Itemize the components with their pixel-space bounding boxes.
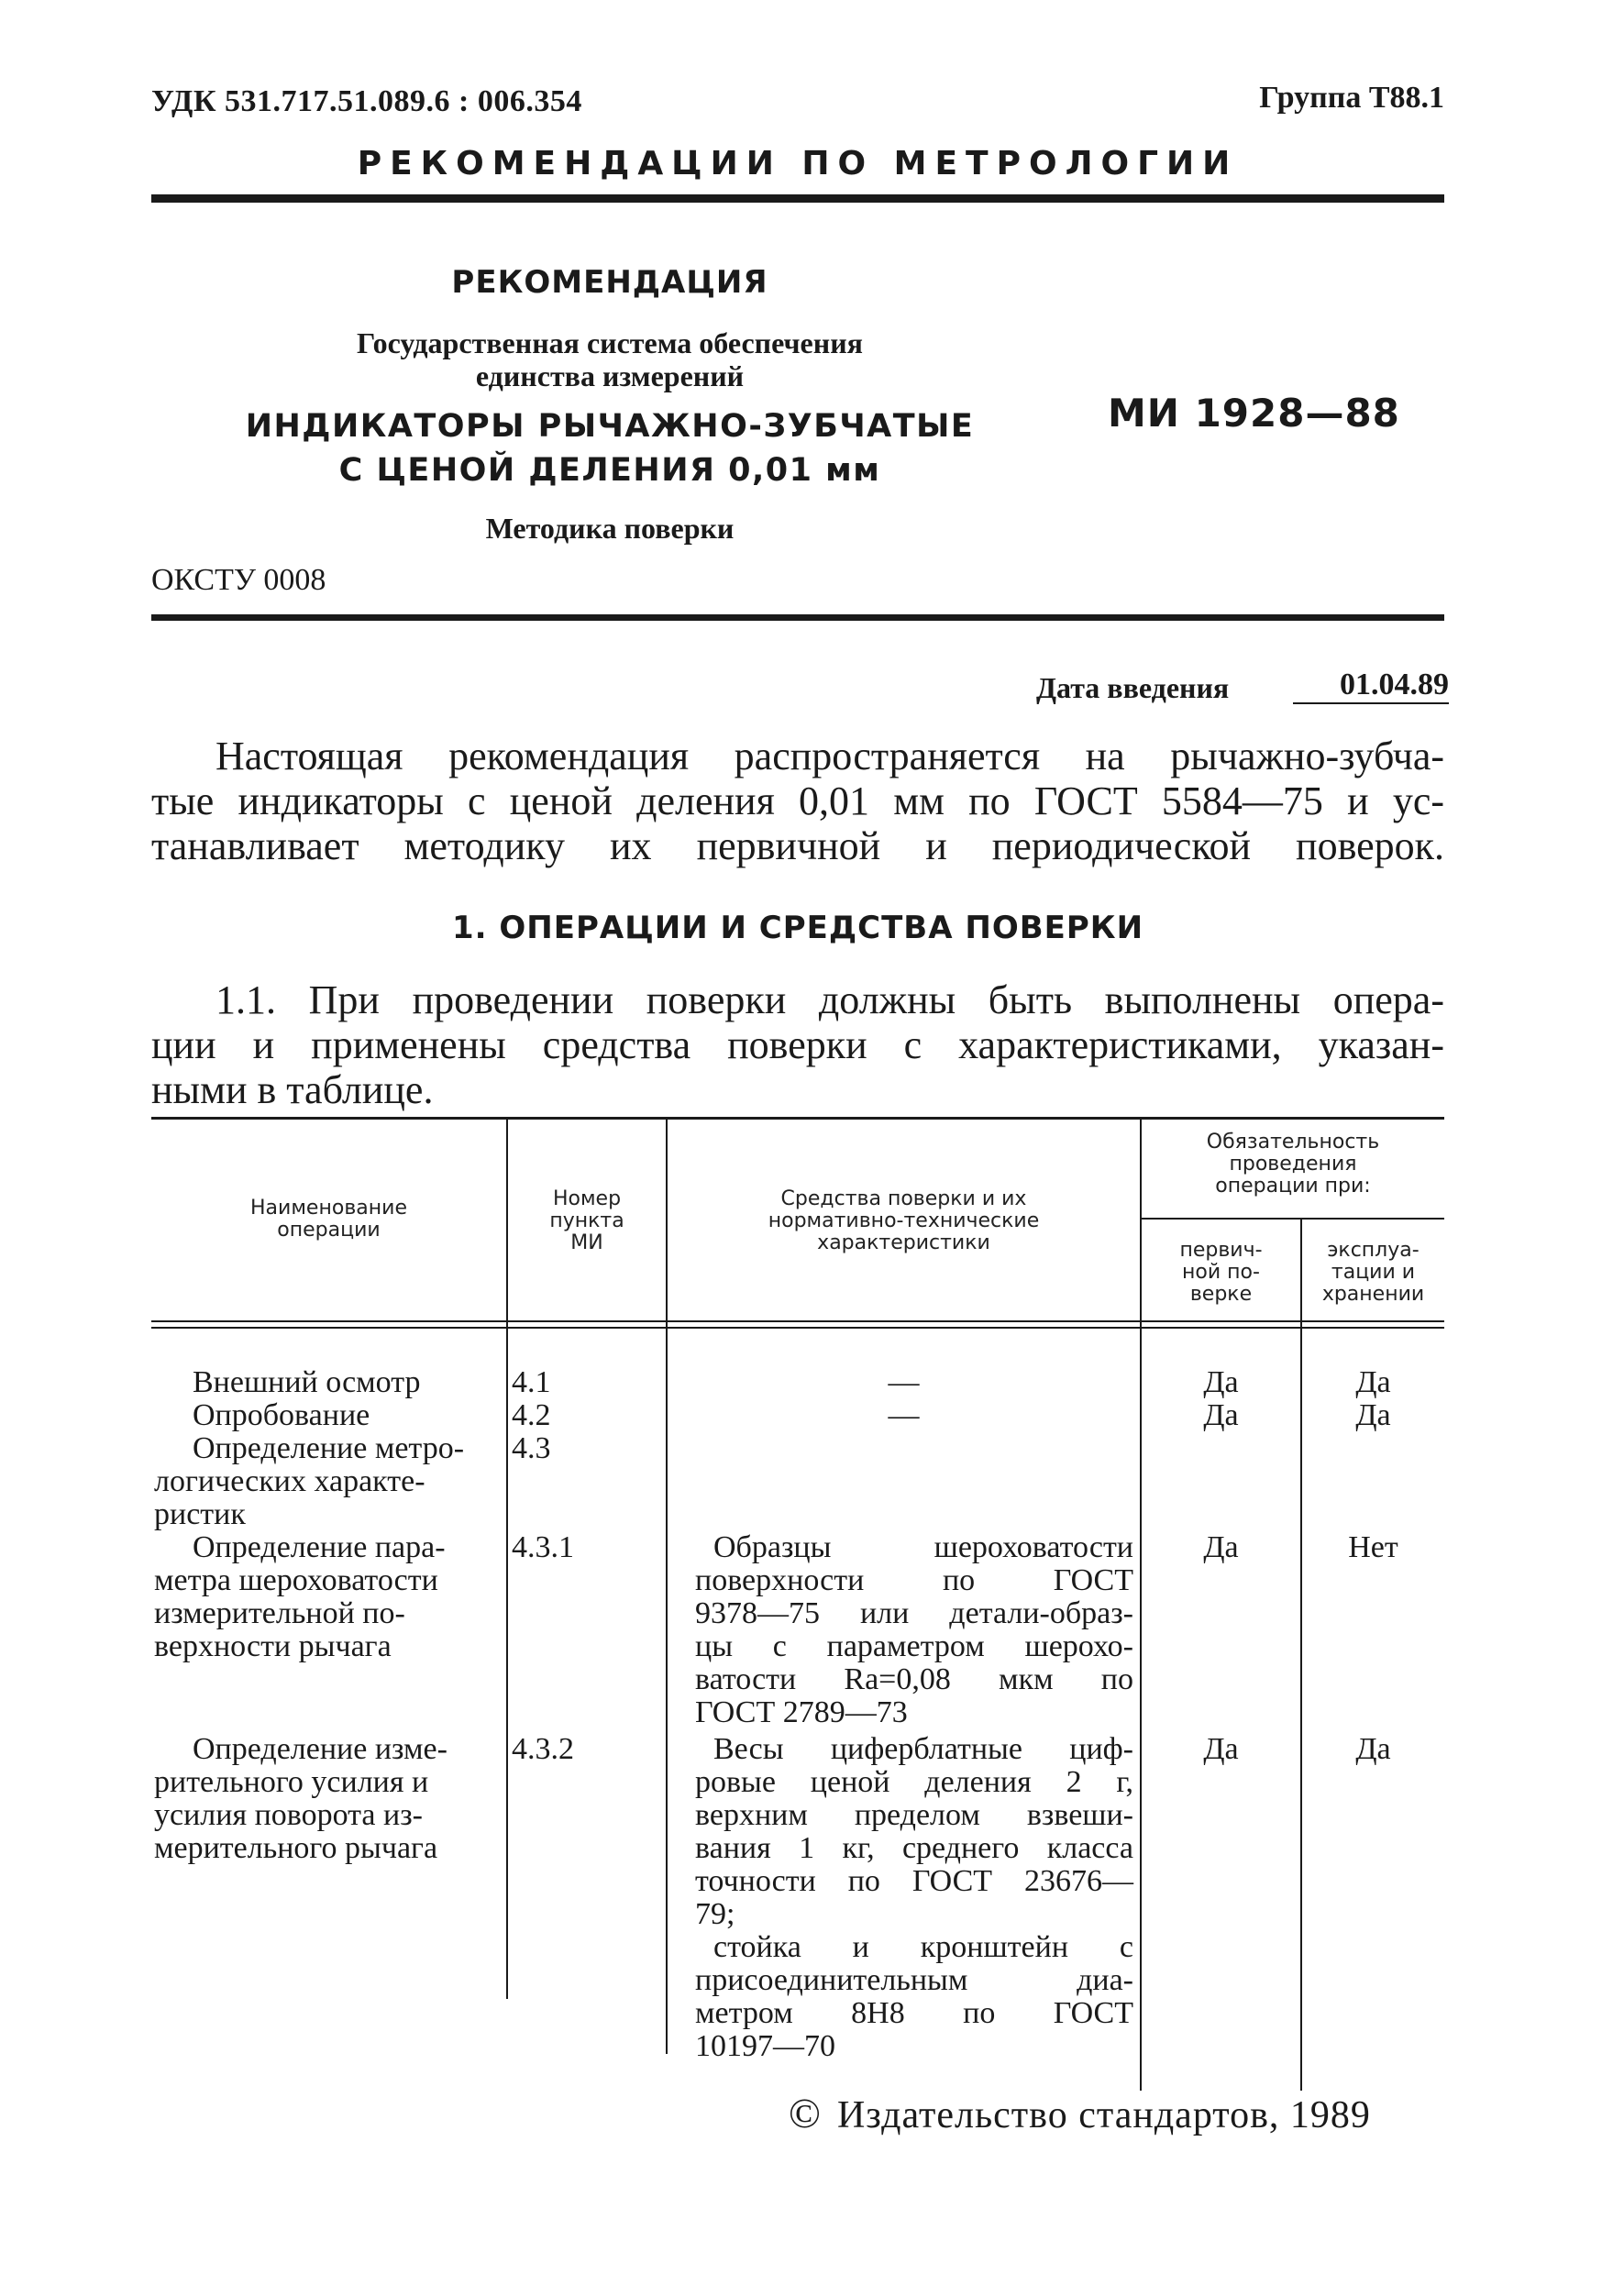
title-line-1: ИНДИКАТОРЫ РЫЧАЖНО-ЗУБЧАТЫЕ: [245, 408, 975, 445]
row-5-exploit: Да: [1355, 1732, 1391, 1766]
header-oblig-line-3: операции при:: [1215, 1175, 1371, 1198]
row-4-means-line-4: цы с параметром шерохо-: [695, 1629, 1133, 1663]
table-header-rule-1: [151, 1320, 1444, 1322]
row-4-primary: Да: [1203, 1530, 1239, 1564]
header-exploit-line-1: эксплуа-: [1327, 1239, 1420, 1262]
row-4-means-line-5: ватости Ra=0,08 мкм по: [695, 1662, 1133, 1696]
row-4-means-line-1: Образцы шероховатости: [713, 1530, 1133, 1564]
intro-date-label: Дата введения: [1036, 671, 1230, 704]
header-primary-line-2: ной по-: [1182, 1261, 1260, 1284]
row-5-means-line-9: метром 8Н8 по ГОСТ: [695, 1996, 1133, 2030]
header-num-line-3: МИ: [570, 1231, 603, 1254]
row-5-name: [154, 1733, 503, 1865]
row-5-means-line-7: стойка и кронштейн с: [713, 1930, 1133, 1964]
header-oblig: [1142, 1131, 1444, 1198]
row-5-means-line-6: 79;: [695, 1897, 735, 1931]
header-num-line-2: пункта: [549, 1209, 624, 1232]
row-3-num: 4.3: [512, 1431, 551, 1465]
header-means-line-2: нормативно-технические: [768, 1209, 1040, 1232]
header-exploit-line-2: тации и: [1331, 1261, 1416, 1284]
header-exploit-line-3: хранении: [1321, 1283, 1425, 1306]
row-2-means: —: [888, 1398, 920, 1432]
section-1-line-3: ными в таблице.: [151, 1067, 434, 1112]
row-4-means-line-2: поверхности по ГОСТ: [695, 1563, 1133, 1597]
intro-line-2: тые индикаторы с ценой деления 0,01 мм по ГОСТ 5584—75 и ус-: [151, 778, 1444, 823]
row-5-means-line-8: присоединительным диа-: [695, 1963, 1133, 1997]
row-2-name: Опробование: [193, 1398, 370, 1432]
section-1-line-2: ции и применены средства поверки с характеристиками, указан-: [151, 1022, 1444, 1067]
row-1-means: —: [888, 1365, 920, 1399]
row-2-num: 4.2: [512, 1398, 551, 1432]
udk-code: УДК 531.717.51.089.6 : 006.354: [151, 84, 582, 118]
document-kind: РЕКОМЕНДАЦИЯ: [451, 264, 768, 301]
copyright-icon: ©: [789, 2090, 821, 2136]
top-rule: [151, 194, 1444, 203]
okstu-code: ОКСТУ 0008: [151, 563, 326, 597]
intro-paragraph: [151, 734, 1444, 868]
header-primary-line-3: верке: [1189, 1283, 1253, 1306]
title-block-rule: [151, 614, 1444, 621]
row-5-primary: Да: [1203, 1732, 1239, 1766]
row-3-name-line-2: логических характе-: [154, 1464, 425, 1498]
row-3-name-line-3: ристик: [154, 1497, 246, 1531]
table-col-rule-2: [666, 1119, 668, 2054]
table-oblig-rule: [1140, 1218, 1444, 1220]
series-title: РЕКОМЕНДАЦИИ ПО МЕТРОЛОГИИ: [357, 145, 1239, 182]
row-4-name: [154, 1531, 503, 1663]
row-2-primary: Да: [1203, 1398, 1239, 1432]
row-4-means-line-3: 9378—75 или детали-образ-: [695, 1596, 1133, 1630]
title-line-2: С ЦЕНОЙ ДЕЛЕНИЯ 0,01 мм: [338, 452, 881, 489]
row-5-means-line-1: Весы циферблатные циф-: [713, 1732, 1133, 1766]
row-4-name-line-2: метра шероховатости: [154, 1563, 438, 1597]
header-name-line-1: Наименование: [250, 1197, 407, 1220]
row-5-name-line-2: рительного усилия и: [154, 1765, 429, 1799]
row-5-num: 4.3.2: [512, 1732, 574, 1766]
header-num: [508, 1188, 666, 1254]
row-4-exploit: Нет: [1348, 1530, 1398, 1564]
intro-date-value: 01.04.89: [1293, 668, 1449, 704]
row-4-means-line-6: ГОСТ 2789—73: [695, 1695, 908, 1729]
row-5-name-line-3: усилия поворота из-: [154, 1798, 423, 1832]
row-1-num: 4.1: [512, 1365, 551, 1399]
row-2-exploit: Да: [1355, 1398, 1391, 1432]
header-exploit: [1302, 1240, 1444, 1306]
row-5-means-line-2: ровые ценой деления 2 г,: [695, 1765, 1133, 1799]
copyright-line: [789, 2089, 1371, 2137]
table-top-rule: [151, 1117, 1444, 1120]
section-1-line-1: 1.1. При проведении поверки должны быть выполнены опера-: [215, 977, 1444, 1022]
row-5-name-line-1: Определение изме-: [193, 1732, 447, 1766]
header-name-line-2: операции: [277, 1219, 381, 1242]
system-line-2: единства измерений: [475, 359, 745, 392]
row-4-name-line-4: верхности рычага: [154, 1629, 392, 1663]
subtitle: Методика поверки: [485, 512, 735, 545]
header-means-line-3: характеристики: [817, 1231, 990, 1254]
group-code: Группа Т88.1: [1259, 81, 1444, 115]
intro-line-3: танавливает методику их первичной и периодической поверок.: [151, 823, 1444, 868]
header-means-line-1: Средства поверки и их: [780, 1187, 1027, 1210]
header-oblig-line-2: проведения: [1229, 1153, 1357, 1176]
row-5-means-line-10: 10197—70: [695, 2029, 835, 2063]
row-5-name-line-4: мерительного рычага: [154, 1831, 438, 1865]
header-primary-line-1: первич-: [1179, 1239, 1263, 1262]
intro-line-1: Настоящая рекомендация распространяется на рычажно-зубча-: [215, 734, 1444, 778]
row-5-means-line-4: вания 1 кг, среднего класса: [695, 1831, 1133, 1865]
table-header-rule-2: [151, 1327, 1444, 1329]
row-4-name-line-3: измерительной по-: [154, 1596, 405, 1630]
row-5-means-line-5: точности по ГОСТ 23676—: [695, 1864, 1133, 1898]
section-1-heading: 1. ОПЕРАЦИИ И СРЕДСТВА ПОВЕРКИ: [451, 910, 1144, 946]
row-1-exploit: Да: [1355, 1365, 1391, 1399]
header-num-line-1: Номер: [552, 1187, 622, 1210]
row-1-primary: Да: [1203, 1365, 1239, 1399]
header-name: [151, 1198, 506, 1242]
row-4-means: [695, 1531, 1133, 1729]
row-1-name: Внешний осмотр: [193, 1365, 421, 1399]
section-1-paragraph: [151, 977, 1444, 1112]
document-code: МИ 1928—88: [1108, 391, 1400, 436]
system-line-1: Государственная система обеспечения: [357, 326, 863, 359]
header-oblig-line-1: Обязательность: [1206, 1131, 1380, 1154]
row-3-name-line-1: Определение метро-: [193, 1431, 465, 1465]
header-means: [668, 1188, 1140, 1254]
table-col-rule-4: [1300, 1220, 1302, 2091]
row-5-means: [695, 1733, 1133, 2063]
row-3-name: [154, 1432, 503, 1531]
copyright-text: Издательство стандартов, 1989: [836, 2094, 1371, 2136]
row-5-means-line-3: верхним пределом взвеши-: [695, 1798, 1133, 1832]
row-4-num: 4.3.1: [512, 1530, 574, 1564]
row-4-name-line-1: Определение пара-: [193, 1530, 446, 1564]
header-primary: [1142, 1240, 1300, 1306]
